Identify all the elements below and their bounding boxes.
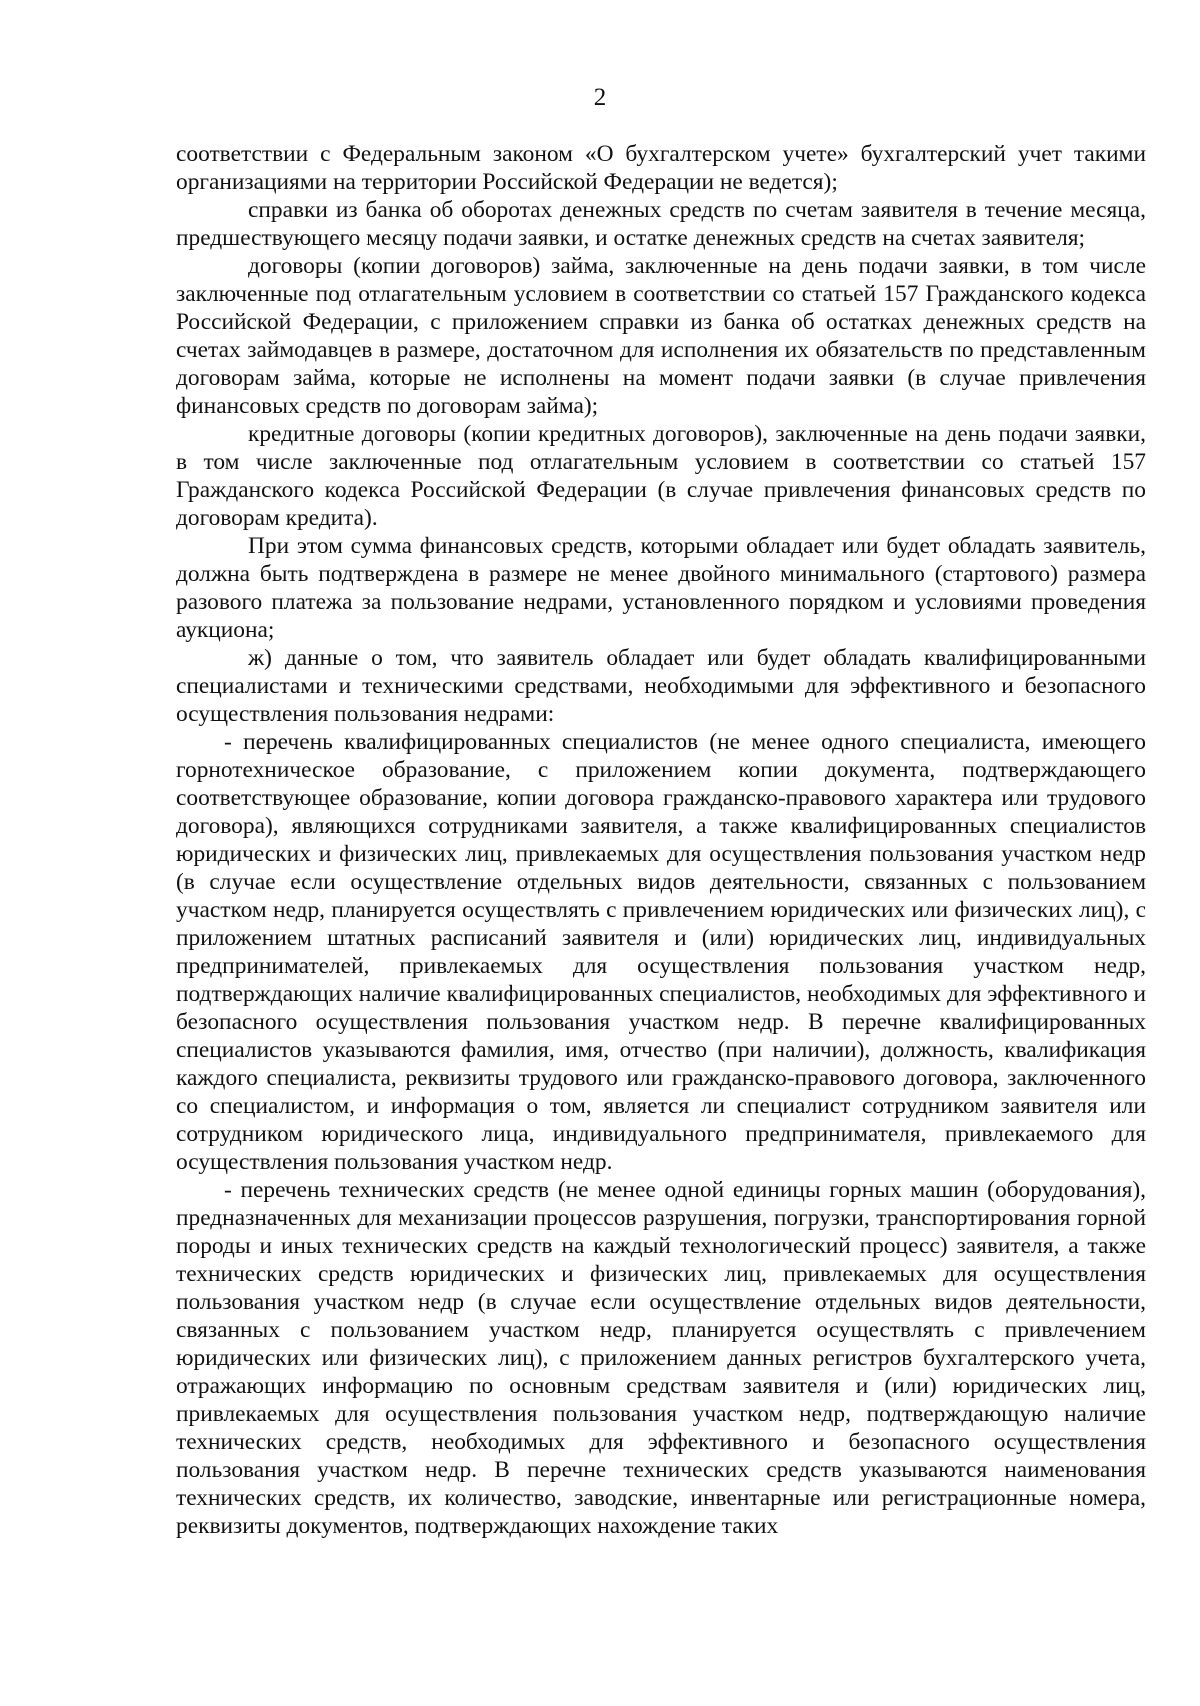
paragraph-6: ж) данные о том, что заявитель обладает или будет обладать квалифицированными специалистами и техническими средствами, необходимыми для эффективного и безопасного осуществления пользования недрами: — [176, 645, 1146, 727]
paragraph-3: договоры (копии договоров) займа, заключенные на день подачи заявки, в том числе заключенные под отлагательным условием в соответствии со статьей 157 Гражданского кодекса Российской Федерации, с приложением справки из банка об остатках денежных средств на счетах займодавцев в размере, достаточном для исполнения их обязательств по представленным договорам займа, которые не исполнены на момент подачи заявки (в случае привлечения финансовых средств по договорам займа); — [176, 253, 1146, 419]
page-number: 2 — [593, 84, 607, 111]
paragraph-8: - перечень технических средств (не менее одной единицы горных машин (оборудования), предназначенных для механизации процессов разрушения, погрузки, транспортирования горной породы и иных технических средств на каждый технологический процесс) заявителя, а также технических средств юридических и физических лиц, привлекаемых для осуществления пользования участком недр (в случае если осуществление отдельных видов деятельности, связанных с пользованием участком недр, планируется осуществлять с привлечением юридических или физических лиц), с приложением данных регистров бухгалтерского учета, отражающих информацию по основным средствам заявителя и (или) юридических лиц, привлекаемых для осуществления пользования участком недр, подтверждающую наличие технических средств, необходимых для эффективного и безопасного осуществления пользования участком недр. В перечне технических средств указываются наименования технических средств, их количество, заводские, инвентарные или регистрационные номера, реквизиты документов, подтверждающих нахождение таких — [176, 1177, 1146, 1539]
paragraph-2: справки из банка об оборотах денежных средств по счетам заявителя в течение месяца, предшествующего месяцу подачи заявки, и остатке денежных средств на счетах заявителя; — [176, 197, 1146, 251]
paragraph-5: При этом сумма финансовых средств, которыми обладает или будет обладать заявитель, должна быть подтверждена в размере не менее двойного минимального (стартового) размера разового платежа за пользование недрами, установленного порядком и условиями проведения аукциона; — [176, 533, 1146, 643]
paragraph-4: кредитные договоры (копии кредитных договоров), заключенные на день подачи заявки, в том числе заключенные под отлагательным условием в соответствии со статьей 157 Гражданского кодекса Российской Федерации (в случае привлечения финансовых средств по договорам кредита). — [176, 421, 1146, 531]
paragraph-7: - перечень квалифицированных специалистов (не менее одного специалиста, имеющего горнотехническое образование, с приложением копии документа, подтверждающего соответствующее образование, копии договора гражданско-правового характера или трудового договора), являющихся сотрудниками заявителя, а также квалифицированных специалистов юридических и физических лиц, привлекаемых для осуществления пользования участком недр (в случае если осуществление отдельных видов деятельности, связанных с пользованием участком недр, планируется осуществлять с привлечением юридических или физических лиц), с приложением штатных расписаний заявителя и (или) юридических лиц, индивидуальных предпринимателей, привлекаемых для осуществления пользования участком недр, подтверждающих наличие квалифицированных специалистов, необходимых для эффективного и безопасного осуществления пользования участком недр. В перечне квалифицированных специалистов указываются фамилия, имя, отчество (при наличии), должность, квалификация каждого специалиста, реквизиты трудового или гражданско-правового договора, заключенного со специалистом, и информация о том, является ли специалист сотрудником заявителя или сотрудником юридического лица, индивидуального предпринимателя, привлекаемого для осуществления пользования участком недр. — [176, 729, 1146, 1175]
paragraph-1: соответствии с Федеральным законом «О бухгалтерском учете» бухгалтерский учет такими организациями на территории Российской Федерации не ведется); — [176, 141, 1146, 195]
document-body — [176, 140, 1146, 1540]
